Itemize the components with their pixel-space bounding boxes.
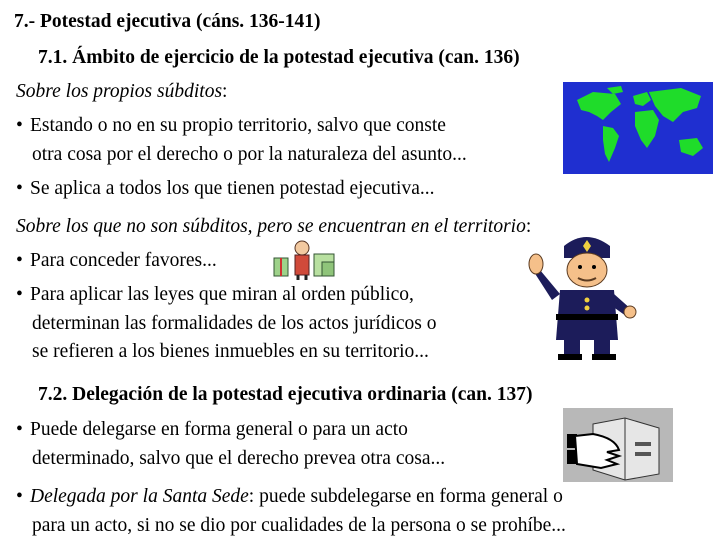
police-shoe	[558, 354, 582, 360]
person-head	[295, 241, 309, 255]
document-line	[635, 452, 651, 456]
bullet-holy-see-line2: para un acto, si no se dio por cualidades de la persona o se prohíbe...	[32, 515, 566, 536]
holy-see-lead: Delegada por la Santa Sede	[30, 486, 249, 507]
subheading-non-subjects-text: Sobre los que no son súbditos, pero se encuentran en el territorio	[16, 216, 526, 237]
bullet-public-order-line3: se refieren a los bienes inmuebles en su territorio...	[32, 341, 429, 362]
bullet-favors-text: Para conceder favores...	[30, 250, 217, 271]
police-eye	[578, 265, 582, 269]
hand-document-icon	[563, 408, 673, 482]
bullet-mark: •	[16, 419, 23, 440]
police-hand	[624, 306, 636, 318]
bullet-public-order-line1: Para aplicar las leyes que miran al orden público,	[30, 284, 414, 305]
police-raised-hand	[529, 254, 543, 274]
document-line	[635, 442, 651, 446]
subheading-non-subjects	[16, 215, 531, 239]
police-leg	[564, 340, 580, 356]
bullet-delegation-line2: determinado, salvo que el derecho prevea otra cosa...	[32, 448, 446, 469]
slide-heading: 7.- Potestad ejecutiva (cáns. 136-141)	[14, 11, 321, 32]
bullet-favors	[16, 249, 217, 273]
section-7-2-title: 7.2. Delegación de la potestad ejecutiva ordinaria (can. 137)	[38, 384, 533, 405]
police-leg	[594, 340, 610, 356]
world-map-icon	[563, 82, 713, 174]
bullet-mark: •	[16, 486, 23, 507]
bullet-delegation-line1: Puede delegarse en forma general o para un acto	[30, 419, 408, 440]
policeman-icon	[528, 228, 640, 360]
police-face	[567, 253, 607, 287]
subheading-own-subjects-text: Sobre los propios súbditos	[16, 81, 223, 102]
bullet-delegation	[16, 418, 408, 442]
police-shoe	[592, 354, 616, 360]
sleeve-cuff	[567, 450, 577, 464]
gift-box-small	[322, 262, 334, 276]
bullet-mark: •	[16, 115, 23, 136]
bullet-public-order	[16, 283, 414, 307]
holy-see-line1: : puede subdelegarse en forma general o	[248, 486, 563, 507]
colon: :	[525, 216, 532, 237]
colon: :	[222, 81, 228, 102]
police-belt	[556, 314, 618, 320]
section-7-1-title: 7.1. Ámbito de ejercicio de la potestad ejecutiva (can. 136)	[38, 47, 520, 68]
bullet-executive-power-text: Se aplica a todos los que tienen potestad ejecutiva...	[30, 178, 435, 199]
bullet-mark: •	[16, 178, 23, 199]
person-body	[295, 255, 309, 275]
bullet-public-order-line2: determinan las formalidades de los actos jurídicos o	[32, 313, 437, 334]
bullet-executive-power	[16, 177, 435, 201]
uniform-button	[585, 306, 590, 311]
police-raised-arm	[534, 270, 560, 300]
bullet-mark: •	[16, 250, 23, 271]
bullet-territory	[16, 114, 446, 138]
bullet-holy-see	[16, 485, 563, 509]
police-eye	[592, 265, 596, 269]
bullet-mark: •	[16, 284, 23, 305]
favors-clipart-icon	[268, 238, 342, 280]
subheading-own-subjects	[16, 80, 227, 104]
uniform-button	[585, 298, 590, 303]
bullet-territory-line1: Estando o no en su propio territorio, salvo que conste	[30, 115, 446, 136]
bullet-territory-line2: otra cosa por el derecho o por la naturaleza del asunto...	[32, 144, 467, 165]
